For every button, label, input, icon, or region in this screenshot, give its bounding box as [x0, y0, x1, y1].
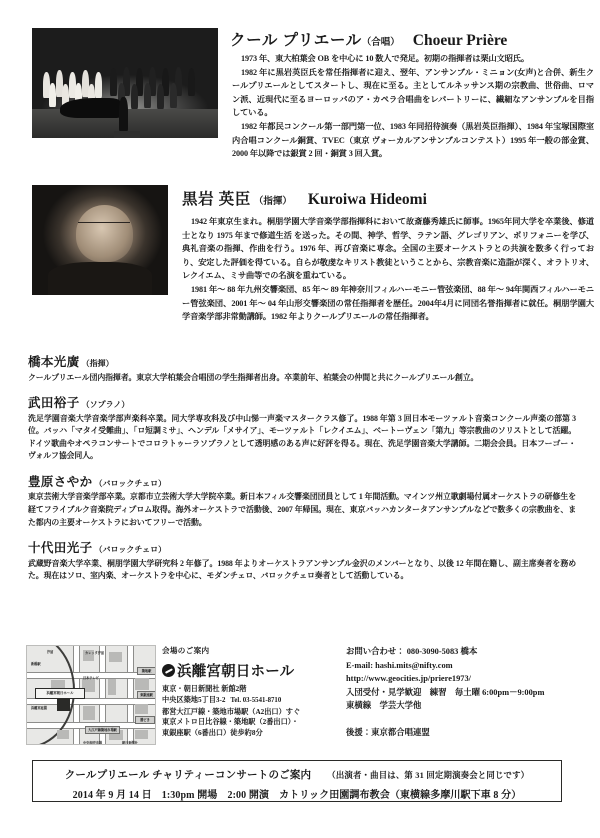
- conductor-description: [182, 215, 594, 324]
- venue-access-line: 東銀座駅（6番出口）徒歩約8分: [162, 729, 263, 738]
- choir-figure: [144, 83, 151, 108]
- map-hall-label: 浜離宮朝日ホール: [35, 688, 85, 699]
- venue-caption: 会場のご案内: [162, 646, 210, 655]
- venue-address-line: 中央区築地5丁目3-2: [162, 695, 226, 704]
- portrait-face: [76, 205, 133, 262]
- performer-name-row: [28, 393, 576, 411]
- map-label-shimbashi: 新橋駅: [31, 662, 41, 666]
- choir-description: [232, 52, 594, 161]
- contact-rehearsal-line: 入団受付・見学歓迎 練習 毎土曜 6:00pm－9:00pm: [346, 687, 545, 697]
- map-station-kachidoki: 勝どき: [135, 716, 155, 724]
- map-label-asahi-news: 朝日新聞社: [122, 741, 138, 745]
- performer-name: 橋本光廣: [28, 355, 80, 369]
- venue-address-row: [162, 695, 342, 707]
- map-block: [51, 680, 65, 688]
- map-block: [109, 652, 122, 662]
- conductor-figure: [119, 97, 128, 131]
- map-block: [57, 730, 69, 739]
- contact-website-link[interactable]: http://www.geocities.jp/priere1973/: [346, 674, 471, 684]
- venue-contact-section: [0, 645, 600, 750]
- performer-name-row: [28, 352, 576, 370]
- performer-entry: [28, 393, 576, 463]
- map-station-tsukiji: 築地駅: [137, 667, 156, 675]
- notice-title: クールプリエール チャリティーコンサートのご案内: [64, 770, 312, 781]
- choir-figure: [170, 83, 177, 108]
- choir-paragraph: 1982 年都民コンクール第一部門第一位、1983 年同招待演奏（黒岩英臣指揮）、1984 年宝塚国際室内合唱コンクール銅賞、TVEC（東京 ヴォーカルアンサンブルコンテスト）1995 年一般の部金賞、2000 年以降では銀賞 2 回・銅賞 3 回入賞。: [232, 121, 594, 159]
- contact-info: [346, 645, 596, 738]
- performer-role: （バロックチェロ）: [94, 478, 167, 488]
- venue-address-line: 東京・朝日新聞社 新館2階: [162, 685, 247, 693]
- map-block: [135, 730, 148, 739]
- contact-support-line: 後援：東京都合唱連盟: [346, 727, 430, 737]
- contact-phone-line: お問い合わせ： 080-3090-5083 橋本: [346, 647, 478, 656]
- map-label-caretta: カレッタ汐留: [85, 651, 105, 655]
- choir-figure: [49, 83, 56, 107]
- performer-entry: [28, 538, 576, 583]
- performer-name: 武田裕子: [28, 396, 80, 411]
- venue-map: [26, 645, 156, 745]
- choir-section: [0, 0, 600, 165]
- map-label-market: 中央卸売市場: [83, 741, 103, 745]
- map-label-shiodome: 汐留: [47, 650, 54, 654]
- performer-entry: [28, 352, 576, 384]
- notice-title-row: [33, 767, 561, 782]
- venue-name-row: [162, 660, 342, 681]
- map-station-oedo: 大江戸線築地市場駅: [85, 726, 120, 734]
- venue-tel: Tel. 03-5541-8710: [230, 696, 282, 704]
- choir-paragraph: 1982 年に黒岩英臣氏を常任指揮者に迎え、翌年、アンサンブル・ミニョン(女声)と合併、新生クールプリエールとしてスタートし、現在に至る。主としてルネッサンス期の宗教曲、世俗曲、ロマン派、近現代に至るヨーロッパのア・カペラ合唱曲をレパートリーに、繊細なアンサンブルを目指している。: [232, 67, 594, 118]
- performer-bio: 洗足学園音楽大学音楽学部声楽科卒業。同大学専攻科及び中山悌一声楽マスタークラス修了。1988 年第 3 回日本モーツァルト音楽コンクール声楽の部第 3 位。バッハ「マタイ受難曲」、「ロ短調ミサ」、ヘンデル「メサイア」、モーツァルト「レクイエム」、ベートーヴェン「第九」等宗教曲のソリストとして活躍。ドイツ歌曲やオペラコンサートでコロラトゥーラソプラノとして透明感のある声に好評を得る。現在、洗足学園音楽大学講師。二期会会員。日本フーゴー・ヴォルフ協会同人。: [28, 413, 576, 461]
- choir-name-jp: クール プリエール: [230, 32, 362, 49]
- map-label-hamarikyu: 浜離宮庭園: [31, 706, 47, 710]
- performer-role: （ソプラノ）: [81, 400, 130, 410]
- map-hall-marker: [57, 698, 70, 711]
- venue-access-line: 東京メトロ日比谷線・築地駅（2番出口）・: [162, 718, 299, 727]
- conductor-name-role: （指揮）: [253, 197, 292, 207]
- notice-note: （出演者・曲目は、第 31 回定期演奏会と同じです）: [327, 771, 530, 780]
- choir-figure: [131, 84, 138, 109]
- performer-role: （指揮）: [81, 359, 114, 368]
- choir-figure: [157, 84, 164, 109]
- venue-access-line: 都営大江戸線・築地市場駅（A2出口）すぐ: [162, 707, 301, 716]
- conductor-name-jp: 黒岩 英臣: [182, 191, 251, 208]
- performer-bio: クールプリエール団内指揮者。東京大学柏葉会合唱団の学生指揮者出身。卒業前年、柏葉会の仲間と共にクールプリエール創立。: [28, 372, 479, 382]
- venue-name: 浜離宮朝日ホール: [177, 664, 295, 680]
- choir-title: [230, 28, 507, 50]
- performer-name-row: [28, 538, 576, 556]
- choir-performance-photo: [32, 28, 218, 138]
- choir-name-fr: Choeur Prière: [412, 32, 508, 49]
- map-road: [127, 646, 134, 744]
- map-block: [83, 706, 95, 720]
- map-label-asahi: 日本テレビ: [83, 676, 99, 680]
- conductor-paragraph: 1942 年東京生まれ。桐朋学園大学音楽学部指揮科において故斎藤秀雄氏に師事。1965年同大学を卒業後、修道士となり 1975 年まで修道生活 を送った。その間、神学、哲学、ラテン語、グレゴリアン、ポリフォニーを学び、典礼音楽の指揮、作曲を行う。1976 年、再び音楽に専念。全国の主要オーケストラとの共演を数多く行っており、安定した評価を得ている。自らが敬虔なキリスト教徒ということから、宗教音楽に造詣が深く、オラトリオ、レクイエム、ミサ曲等での名演を重ねている。: [182, 217, 594, 281]
- map-block: [108, 679, 116, 695]
- map-block: [135, 678, 149, 690]
- choir-figure: [95, 72, 102, 98]
- performer-name: 十代田光子: [28, 541, 93, 556]
- performer-entry: [28, 472, 576, 529]
- grand-piano: [60, 98, 120, 118]
- venue-info: [162, 645, 342, 739]
- contact-rehearsal-location: 東横線 学芸大学他: [346, 701, 422, 711]
- performer-name: 豊原さやか: [28, 474, 93, 489]
- performer-role: （バロックチェロ）: [94, 545, 167, 555]
- choir-figure: [188, 68, 195, 96]
- contact-email-line[interactable]: E-mail: hashi.mits@nifty.com: [346, 660, 453, 670]
- choir-figure: [110, 68, 117, 96]
- conductor-title: [182, 187, 427, 209]
- choir-name-role: （合唱）: [361, 38, 400, 48]
- conductor-name-en: Kuroiwa Hideomi: [307, 191, 427, 208]
- performer-name-row: [28, 472, 576, 490]
- choir-paragraph: 1973 年、東大柏葉会 OB を中心に 10 数人で発足。初期の指揮者は栗山文昭氏。: [241, 54, 529, 63]
- asahi-hall-logo-icon: [162, 664, 175, 677]
- conductor-podium: [114, 131, 140, 138]
- conductor-portrait-photo: [32, 185, 168, 295]
- map-station-higashi-ginza: 東銀座駅: [137, 691, 156, 699]
- performer-bio: 東京芸術大学音楽学部卒業。京都市立芸術大学大学院卒業。新日本フィル交響楽団団員として 1 年間活動。マインツ州立歌劇場付属オーケストラの研修生を経てフライブルク音楽院ディプロム取得。海外オーケストラで活動後、2007 年帰国。現在、東京バッハカンタータアンサンブルなどで数多くの宗教曲を、また都内の主要オーケストラにおいてフリーで活動。: [28, 492, 576, 527]
- notice-detail: 2014 年 9 月 14 日 1:30pm 開場 2:00 開演 カトリック田園調布教会（東横線多摩川駅下車 8 分）: [72, 790, 522, 801]
- glasses-icon: [78, 222, 130, 232]
- charity-concert-notice: [32, 760, 562, 802]
- conductor-paragraph: 1981 年～ 88 年九州交響楽団、85 年～ 89 年神奈川フィルハーモニー管弦楽団、88 年～ 94年関西フィルハーモニー管弦楽団、2001 年～ 04 年山形交響楽団の常任指揮者を歴任。2004年4月に同団名誉指揮者に就任。桐朋学園大学音楽学部非常勤講師。1982 年よりクールプリエールの常任指揮者。: [182, 284, 594, 322]
- portrait-torso: [48, 262, 151, 295]
- conductor-section: [0, 165, 600, 345]
- performers-section: [28, 352, 576, 592]
- performer-bio: 武蔵野音楽大学卒業、桐朋学園大学研究科 2 年修了。1988 年よりオーケストラアンサンブル金沢のメンバーとなり、以後 12 年間在籍し、副主席奏者を務めた。現在はソロ、室内楽、オーケストラを中心に、モダンチェロ、バロックチェロ奏者として活動している。: [28, 558, 576, 581]
- map-block: [135, 704, 148, 714]
